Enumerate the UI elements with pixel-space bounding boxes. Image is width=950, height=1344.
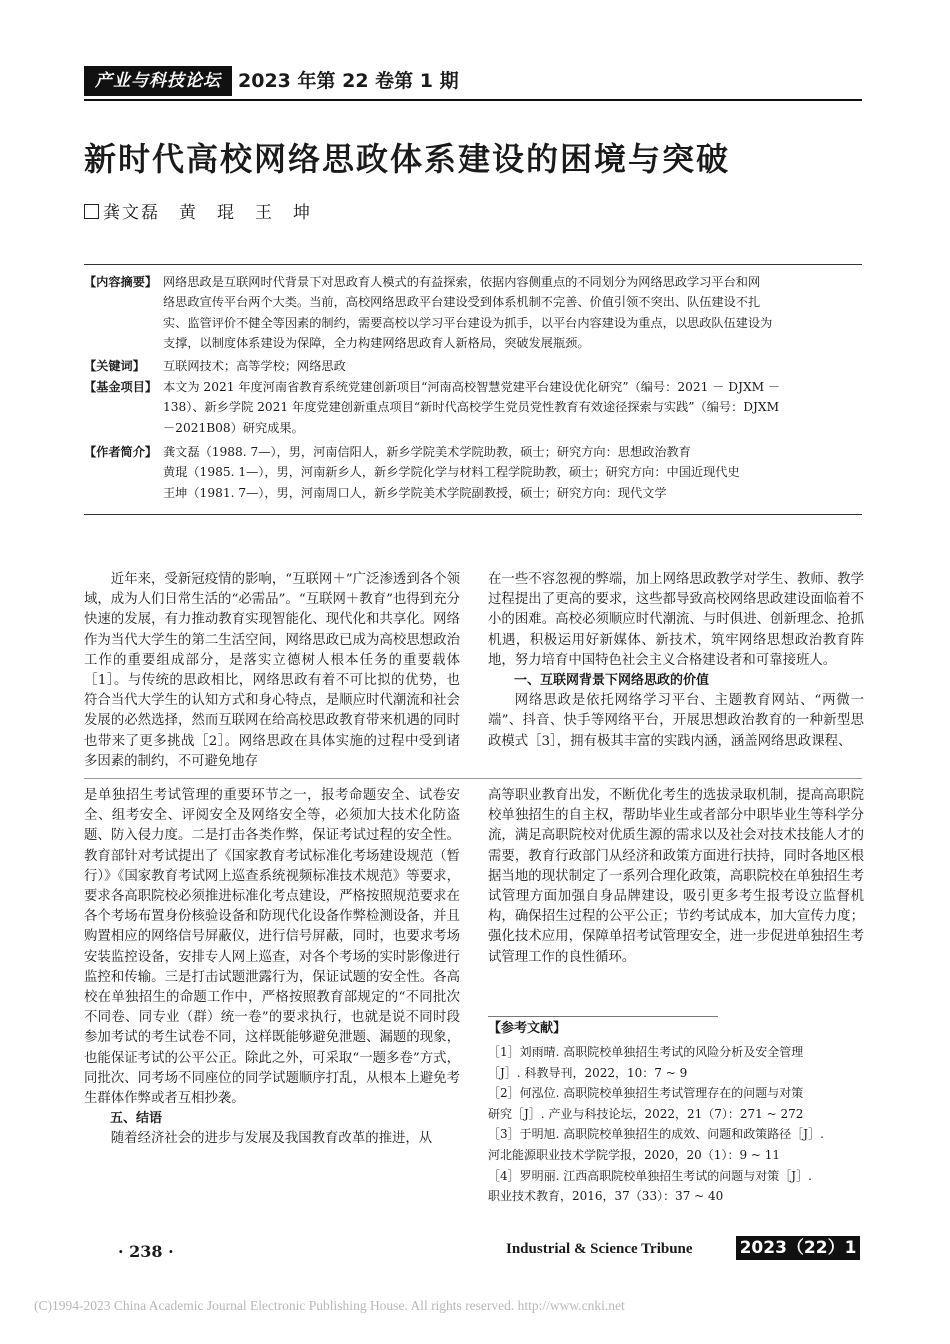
references-heading: 【参考文献】 xyxy=(488,1021,567,1036)
fund-line: －2021B08）研究成果。 xyxy=(163,420,304,435)
paragraph: 高等职业教育出发，不断优化考生的选拔录取机制，提高高职院校单独招生的自主权，帮助毕业生或者部分中职毕业生等科学分流，满足高职院校对优质生源的需求以及社会对技术技能人才的需要，教育行政部门从经济和政策方面进行扶持，同时各地区根据当地的现状制定了一系列合理化政策，高职院校在单独招生考试管理方面加强自身品牌建设，吸引更多考生报考设立监督机构，确保招生过程的公平公正；节约考试成本，加大宣传力度；强化技术应用，保障单招考试管理安全，进一步促进单独招生考试管理工作的良性循环。 xyxy=(488,788,864,965)
body-top-left-column xyxy=(84,570,460,772)
abstract-section xyxy=(84,272,864,354)
reference-line: 研究［J］. 产业与科技论坛，2022，21（7）：271 ~ 272 xyxy=(488,1106,804,1121)
abstract-label: 【内容摘要】 xyxy=(84,275,158,289)
abstract-line: 支撑，以制度体系建设为保障，全力构建网络思政育人新格局，突破发展瓶颈。 xyxy=(163,335,590,350)
checkbox-glyph-icon xyxy=(84,204,99,219)
reference-line: ［J］. 科教导刊，2022，10：7 ~ 9 xyxy=(488,1065,688,1080)
authors-line xyxy=(84,200,312,226)
paragraph: 在一些不容忽视的弊端，加上网络思政教学对学生、教师、教学过程提出了更高的要求，这些都导致高校网络思政建设面临着不小的困难。高校必须顺应时代潮流、与时俱进、创新理念、抢抓机遇，积极运用好新媒体、新技术，筑牢网络思想政治教育阵地，努力培育中国特色社会主义合格建设者和可靠接班人。 xyxy=(488,572,864,668)
keywords-text: 互联网技术；高等学校；网络思政 xyxy=(163,359,346,373)
fund-label: 【基金项目】 xyxy=(84,380,158,394)
article-title: 新时代高校网络思政体系建设的困境与突破 xyxy=(84,140,731,178)
reference-line: 河北能源职业技术学院学报，2020，20（1）：9 ~ 11 xyxy=(488,1147,781,1162)
reference-line: ［3］于明旭. 高职院校单独招生的成效、问题和政策路径［J］. xyxy=(488,1127,824,1142)
footer-issue-badge: 2023（22）1 xyxy=(736,1236,860,1260)
fund-line: 138）、新乡学院 2021 年度党建创新重点项目“新时代高校学生党员党性教育有效途径探索与实践”（编号：DJXM xyxy=(163,400,780,415)
references-list xyxy=(488,1042,864,1207)
author-bio-line: 龚文磊（1988. 7—），男，河南信阳人，新乡学院美术学院助教，硕士；研究方向：思想政治教育 xyxy=(163,445,691,459)
reference-line: 职业技术教育，2016，37（33）：37 ~ 40 xyxy=(488,1189,724,1204)
keywords-section xyxy=(84,356,864,376)
paragraph: 随着经济社会的进步与发展及我国教育改革的推进，从 xyxy=(110,1131,433,1147)
header-rule xyxy=(84,99,862,101)
abstract-top-rule xyxy=(84,264,862,265)
page-number: · 238 · xyxy=(118,1242,174,1261)
copyright-watermark: (C)1994-2023 China Academic Journal Electronic Publishing House. All rights reserved. http://www.cnki.net xyxy=(34,1298,625,1313)
reference-line: ［4］罗明丽. 江西高职院校单独招生考试的问题与对策［J］. xyxy=(488,1168,812,1183)
abstract-line: 络思政宣传平台两个大类。当前，高校网络思政平台建设受到体系机制不完善、价值引领不突出、队伍建设不扎 xyxy=(163,295,761,310)
section-heading: 一、互联网背景下网络思政的价值 xyxy=(514,673,710,689)
author-bio-line: 王坤（1981. 7—），男，河南周口人，新乡学院美术学院副教授，硕士；研究方向：现代文学 xyxy=(163,485,667,500)
footer-journal-name: Industrial & Science Tribune xyxy=(506,1241,693,1257)
abstract-line: 网络思政是互联网时代背景下对思政育人模式的有益探索，依据内容侧重点的不同划分为网络思政学习平台和网 xyxy=(163,275,761,289)
body-top-right-column xyxy=(488,570,864,752)
section-heading: 五、结语 xyxy=(110,1111,163,1127)
authors: 龚文磊 黄 琨 王 坤 xyxy=(103,203,312,223)
body-bottom-left-column xyxy=(84,786,460,1150)
journal-name-badge: 产业与科技论坛 xyxy=(84,66,232,96)
abstract-bottom-rule xyxy=(84,514,862,515)
author-bio-line: 黄琨（1985. 1—），男，河南新乡人，新乡学院化学与材料工程学院助教，硕士；研究方向：中国近现代史 xyxy=(163,465,740,480)
issue-label: 2023 年第 22 卷第 1 期 xyxy=(238,70,459,92)
body-bottom-right-column xyxy=(488,786,864,968)
page-separator-rule xyxy=(84,778,862,779)
fund-line: 本文为 2021 年度河南省教育系统党建创新项目“河南高校智慧党建平台建设优化研究”（编号：2021 － DJXM － xyxy=(163,380,781,394)
author-bio-label: 【作者简介】 xyxy=(84,445,158,459)
paragraph: 网络思政是依托网络学习平台、主题教育网站、“两微一端”、抖音、快手等网络平台，开展思想政治教育的一种新型思政模式［3］，拥有极其丰富的实践内涵，涵盖网络思政课程、 xyxy=(488,693,864,749)
paragraph: 近年来，受新冠疫情的影响，“互联网＋”广泛渗透到各个领域，成为人们日常生活的“必需品”。“互联网＋教育”也得到充分快速的发展，有力推动教育实现智能化、现代化和共享化。网络作为当代大学生的第二生活空间，网络思政已成为高校思想政治工作的重要组成部分，是落实立德树人根本任务的重要载体［1］。与传统的思政相比，网络思政有着不可比拟的优势，也符合当代大学生的认知方式和身心特点，是顺应时代潮流和社会发展的必然选择，然而互联网在给高校思政教育带来机遇的同时也带来了更多挑战［2］。网络思政在具体实施的过程中受到诸多因素的制约，不可避免地存 xyxy=(84,572,460,769)
reference-line: ［2］何泓位. 高职院校单独招生考试管理存在的问题与对策 xyxy=(488,1086,804,1101)
author-bio-section xyxy=(84,442,864,504)
abstract-line: 实、监管评价不健全等因素的制约，需要高校以学习平台建设为抓手，以平台内容建设为重点，以思政队伍建设为 xyxy=(163,315,773,330)
references-rule xyxy=(488,1016,718,1017)
paragraph: 是单独招生考试管理的重要环节之一，报考命题安全、试卷安全、组考安全、评阅安全及网络安全等，必须加大技术化防盗题、防入侵力度。二是打击各类作弊，保证考试过程的安全性。教育部针对考试提出了《国家教育考试标准化考场建设规范（暂行）》《国家教育考试网上巡查系统视频标准技术规范》等要求，要求各高职院校必须推进标准化考点建设，严格按照规范要求在各个考场布置身份核验设备和防现代化设备作弊检测设备，并且购置相应的网络信号屏蔽仪，进行信号屏蔽，同时，也要求考场安装监控设备，安排专人网上巡查，对各个考场的实时影像进行监控和传输。三是打击试题泄露行为，保证试题的安全性。各高校在单独招生的命题工作中，严格按照教育部规定的“不同批次不同卷、同专业（群）统一卷”的要求执行，也就是说不同时段参加考试的考生试卷不同，这样既能够避免泄题、漏题的现象，也能保证考试的公平公正。除此之外，可采取“一题多卷”方式，同批次、同考场不同座位的同学试题顺序打乱，从根本上避免考生群体作弊或者互相抄袭。 xyxy=(84,788,460,1107)
fund-section xyxy=(84,377,864,439)
reference-line: ［1］刘雨晴. 高职院校单独招生考试的风险分析及安全管理 xyxy=(488,1045,804,1059)
keywords-label: 【关键词】 xyxy=(84,359,145,373)
